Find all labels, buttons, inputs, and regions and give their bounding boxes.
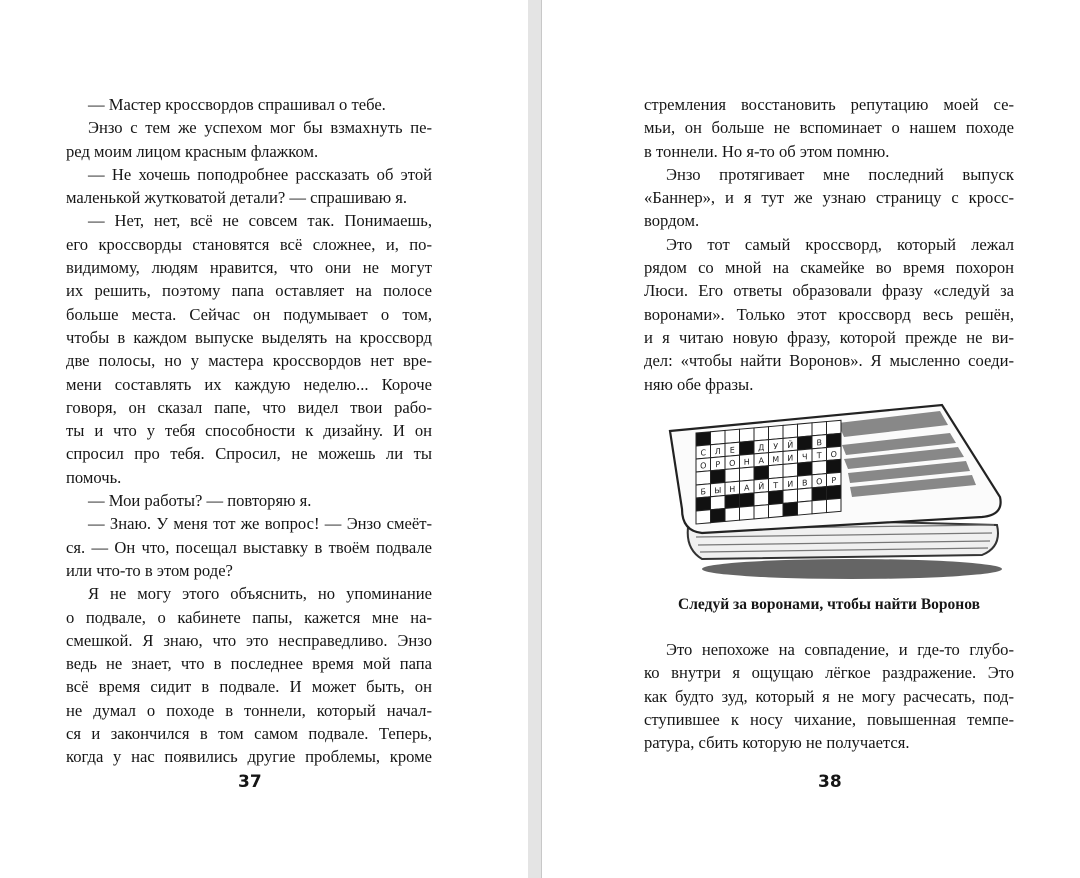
crossword-letter: Л: [714, 446, 721, 457]
crossword-cell: [798, 488, 813, 502]
crossword-newspaper-illustration: [652, 397, 1014, 585]
crossword-black-cell: [798, 462, 813, 476]
right-page-text-top: [644, 93, 1014, 396]
text-line: Это тот самый кроссворд, который лежал: [666, 234, 1014, 254]
crossword-letter: Д: [758, 443, 765, 453]
text-line: как будто зуд, который я не могу расчесать, под-: [644, 686, 1014, 706]
text-line: ведь не знает, что в последнее время мой папа: [66, 654, 432, 674]
crossword-black-cell: [783, 502, 798, 516]
text-line: ты и что у тебя способности к дизайну. И он: [66, 421, 432, 441]
text-line: ступившее к носу чихание, повышенная темпе-: [644, 709, 1014, 729]
text-line: рядом со мной на скамейке во время похорон: [644, 258, 1014, 278]
crossword-cell: [754, 505, 769, 519]
text-line: ся и закончился в том самом подвале. Теперь,: [66, 724, 432, 744]
crossword-cell: [740, 506, 755, 520]
text-line: дел: «чтобы найти Воронов». Я мысленно соеди-: [644, 351, 1014, 371]
crossword-letter: Й: [758, 482, 765, 492]
crossword-letter: У: [773, 441, 779, 452]
page-number-right: 38: [818, 772, 842, 792]
crossword-cell: [711, 430, 726, 444]
text-line: его кроссворды становятся всё сложнее, и, по-: [66, 234, 432, 254]
crossword-black-cell: [696, 497, 711, 511]
crossword-letter: С: [700, 448, 707, 458]
crossword-cell: [812, 461, 827, 475]
text-line: чтобы в каждом выпуске выделять на кроссворд: [66, 327, 432, 347]
crossword-cell: [754, 492, 769, 506]
crossword-cell: [769, 464, 784, 478]
text-line: — Знаю. У меня тот же вопрос! — Энзо смеёт-: [88, 514, 432, 534]
crossword-cell: [769, 503, 784, 517]
crossword-letter: В: [802, 478, 808, 488]
crossword-cell: [696, 471, 711, 485]
text-line: всё время сидит в подвале. И может быть, он: [66, 677, 432, 697]
text-line: мьи, он больше не вспоминает о нашем походе: [644, 118, 1014, 138]
crossword-letter: Н: [729, 484, 736, 495]
crossword-letter: В: [816, 437, 822, 448]
text-line: ко внутри я ощущаю лёгкое раздражение. Это: [644, 663, 1014, 683]
crossword-letter: М: [772, 454, 780, 465]
crossword-cell: [696, 510, 711, 524]
crossword-cell: [812, 422, 827, 436]
text-line: говоря, он сказал папе, что видел твои рабо-: [66, 397, 432, 417]
crossword-black-cell: [740, 441, 755, 455]
crossword-letter: И: [787, 479, 794, 490]
crossword-cell: [769, 425, 784, 439]
crossword-letter: Б: [700, 487, 706, 497]
crossword-letter: Е: [729, 445, 735, 456]
text-line: две полосы, но у мастера кроссвордов нет вре-: [66, 351, 432, 371]
crossword-black-cell: [798, 436, 813, 450]
crossword-letter: О: [830, 449, 837, 460]
text-line: смешкой. Я знаю, что это несправедливо. Энзо: [66, 630, 432, 650]
crossword-black-cell: [827, 433, 842, 447]
crossword-letter: О: [729, 458, 736, 469]
text-line: их решить, поэтому папа оставляет на полосе: [66, 281, 432, 301]
crossword-black-cell: [754, 466, 769, 480]
text-line: и я читаю новую фразу, которой прежде не ви-: [644, 327, 1014, 347]
text-line: — Мои работы? — повторяю я.: [88, 491, 312, 511]
crossword-cell: [725, 429, 740, 443]
crossword-black-cell: [696, 432, 711, 446]
crossword-letter: Т: [816, 451, 822, 461]
newspaper-shadow: [702, 559, 1002, 579]
crossword-cell: [754, 427, 769, 441]
crossword-cell: [740, 467, 755, 481]
crossword-black-cell: [725, 494, 740, 508]
crossword-letter: И: [787, 453, 794, 464]
right-page-text-bottom: [644, 638, 1014, 754]
crossword-black-cell: [711, 508, 726, 522]
crossword-black-cell: [740, 493, 755, 507]
crossword-cell: [740, 428, 755, 442]
text-line: Энзо протягивает мне последний выпуск: [666, 164, 1014, 184]
text-line: — Не хочешь поподробнее рассказать об этой: [88, 164, 432, 184]
text-line: стремления восстановить репутацию моей се-: [644, 95, 1014, 114]
text-line: воронами». Только этот кроссворд весь решён,: [644, 304, 1014, 324]
text-line: Люси. Его ответы образовали фразу «следуй за: [644, 281, 1014, 301]
text-line: не думал о походе в тоннели, который начал-: [66, 700, 432, 720]
crossword-cell: [783, 463, 798, 477]
text-line: спросил про тебя. Спросил, не можешь ли ты: [66, 444, 432, 464]
text-line: о подвале, о кабинете папы, кажется мне на-: [66, 607, 432, 627]
text-line: Я не могу этого объяснить, но упоминание: [88, 584, 432, 604]
crossword-letter: А: [758, 456, 764, 466]
text-line: вордом.: [644, 211, 700, 231]
crossword-cell: [798, 501, 813, 515]
text-line: няю обе фразы.: [644, 374, 754, 394]
crossword-cell: [783, 489, 798, 503]
crossword-black-cell: [812, 487, 827, 501]
crossword-black-cell: [769, 490, 784, 504]
text-line: в тоннели. Но я-то об этом помню.: [644, 141, 890, 161]
crossword-letter: Т: [773, 480, 779, 491]
crossword-cell: [725, 507, 740, 521]
text-line: ся. — Он что, посещал выставку в твоём подвале: [66, 537, 432, 557]
text-line: ратура, сбить которую не получается.: [644, 733, 910, 753]
crossword-cell: [827, 420, 842, 434]
text-line: видимому, людям нравится, что они не могут: [66, 258, 432, 278]
text-line: Это непохоже на совпадение, и где-то глубо-: [666, 640, 1014, 659]
book-gutter: [528, 0, 541, 878]
text-line: когда у нас появились другие проблемы, кроме: [66, 747, 432, 767]
crossword-letter: Й: [787, 440, 794, 451]
crossword-grid: [696, 420, 841, 524]
crossword-cell: [798, 423, 813, 437]
crossword-black-cell: [827, 485, 842, 499]
crossword-letter: О: [816, 476, 823, 487]
crossword-cell: [711, 495, 726, 509]
page-number-left: 37: [238, 772, 262, 792]
crossword-cell: [725, 468, 740, 482]
text-line: ред моим лицом красным флажком.: [66, 141, 319, 161]
crossword-letter: А: [744, 483, 750, 493]
crossword-cell: [783, 424, 798, 438]
crossword-letter: Н: [743, 457, 750, 467]
text-line: или что-то в этом роде?: [66, 560, 233, 580]
text-line: — Нет, нет, всё не совсем так. Понимаешь,: [88, 211, 432, 231]
crossword-cell: [812, 500, 827, 514]
crossword-black-cell: [711, 469, 726, 483]
crossword-letter: Ч: [802, 452, 808, 462]
crossword-letter: Ы: [714, 485, 722, 496]
text-line: больше места. Сейчас он подумывает о том,: [66, 304, 432, 324]
crossword-black-cell: [827, 459, 842, 473]
left-page-text: [66, 93, 432, 769]
crossword-letter: Р: [715, 459, 721, 470]
illustration-caption: Следуй за воронами, чтобы найти Воронов: [678, 596, 980, 613]
text-line: Энзо с тем же успехом мог бы взмахнуть пе-: [88, 118, 432, 138]
crossword-letter: Р: [831, 475, 837, 486]
text-line: — Мастер кроссвордов спрашивал о тебе.: [88, 95, 386, 114]
text-line: «Баннер», и я тут же узнаю страницу с кросс-: [644, 188, 1014, 208]
crossword-letter: О: [700, 461, 707, 471]
text-line: маленькой жутковатой детали? — спрашиваю я.: [66, 188, 408, 208]
text-line: мени составлять их каждую неделю... Короче: [66, 374, 432, 394]
text-line: помочь.: [66, 467, 122, 487]
crossword-cell: [827, 498, 842, 512]
